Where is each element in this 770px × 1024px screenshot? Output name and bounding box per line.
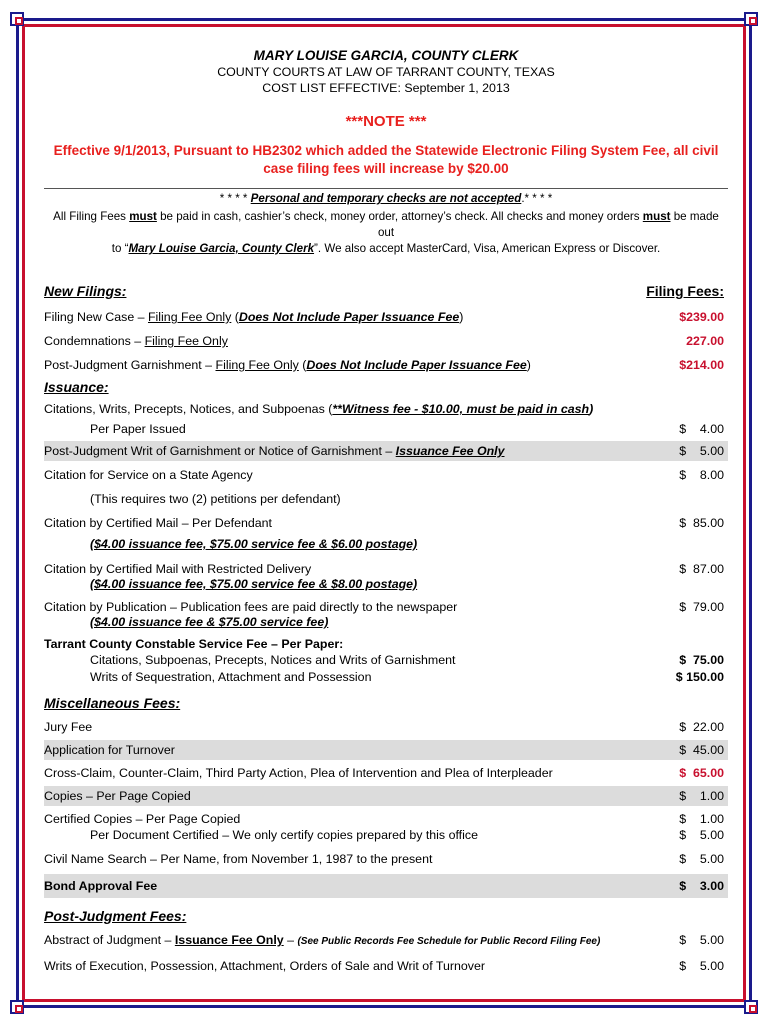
payment-text: to “ <box>111 242 129 255</box>
fee-description: Cross-Claim, Counter-Claim, Third Party Action, Plea of Intervention and Plea of Interpleader <box>44 766 553 780</box>
fee-row-per-document <box>44 827 724 843</box>
fee-description: Copies – Per Page Copied <box>44 789 191 803</box>
fee-row-certified-mail <box>44 515 724 531</box>
fee-amount: $ 5.00 <box>679 852 724 866</box>
constable-heading: Tarrant County Constable Service Fee – Per Paper: <box>44 637 344 651</box>
fee-description: Per Paper Issued <box>90 422 186 436</box>
checks-suffix: .* * * * <box>521 192 553 205</box>
text: – <box>283 933 298 947</box>
text: Post-Judgment Writ of Garnishment or Notice of Garnishment – <box>44 444 396 458</box>
fee-block-publication <box>44 597 728 631</box>
filing-fees-heading: Filing Fees: <box>646 283 724 299</box>
fee-amount: $ 79.00 <box>679 600 724 614</box>
public-records-note: (See Public Records Fee Schedule for Public Record Filing Fee) <box>297 936 601 947</box>
fee-row-restricted-delivery <box>44 561 724 577</box>
text: ) <box>589 402 594 416</box>
fee-breakdown: ($4.00 issuance fee, $75.00 service fee & $8.00 postage) <box>90 577 418 591</box>
fee-amount: $ 5.00 <box>679 933 724 947</box>
fee-description: Writs of Execution, Possession, Attachment, Orders of Sale and Writ of Turnover <box>44 959 485 973</box>
fee-amount: $ 87.00 <box>679 562 724 576</box>
fee-row-jury <box>44 717 728 737</box>
fee-amount: $ 8.00 <box>679 468 724 482</box>
fee-row-condemnations <box>44 331 728 351</box>
payment-text: be made out <box>377 210 719 239</box>
fee-description: Certified Copies – Per Page Copied <box>44 812 241 826</box>
text: Filing Fee Only <box>144 334 228 348</box>
checks-text: Personal and temporary checks are not accepted <box>250 192 522 205</box>
text: Post-Judgment Garnishment – <box>44 358 216 372</box>
fee-amount: $ 1.00 <box>679 812 724 826</box>
fee-description: Application for Turnover <box>44 743 175 757</box>
fee-description: Writs of Sequestration, Attachment and Possession <box>90 670 372 684</box>
fee-row-post-judgment-garnishment <box>44 355 728 375</box>
fee-row-publication <box>44 599 724 615</box>
fee-amount: $ 3.00 <box>679 879 724 893</box>
corner-ornament <box>744 1000 758 1014</box>
fee-amount: $ 4.00 <box>679 422 724 436</box>
text: ) <box>526 358 531 372</box>
fee-amount: $ 150.00 <box>675 670 724 684</box>
fee-note: (This requires two (2) petitions per defendant) <box>90 492 341 506</box>
fee-row-constable-citations <box>44 651 728 668</box>
fee-amount: $ 65.00 <box>679 766 724 780</box>
fee-row-state-agency <box>44 465 728 485</box>
fee-description: Citation by Certified Mail with Restricted Delivery <box>44 562 312 576</box>
witness-fee-note: **Witness fee - $10.00, must be paid in cash <box>332 402 590 416</box>
corner-ornament <box>10 12 24 26</box>
divider <box>44 188 728 189</box>
text: Filing New Case – <box>44 310 148 324</box>
text: Filing Fee Only <box>215 358 299 372</box>
fee-amount: $214.00 <box>679 358 724 372</box>
text: Does Not Include Paper Issuance Fee <box>306 358 527 372</box>
fee-increase-notice: Effective 9/1/2013, Pursuant to HB2302 which added the Statewide Electronic Filing System Fee, all civil case filing fees will increase by $20.00 <box>53 143 719 176</box>
fee-row-execution <box>44 956 728 976</box>
fee-row-constable-writs <box>44 668 728 687</box>
fee-row-writ-garnishment <box>44 441 728 461</box>
fee-description: Citation by Publication – Publication fees are paid directly to the newspaper <box>44 600 458 614</box>
fee-row-abstract <box>44 930 728 952</box>
fee-description: Citations, Subpoenas, Precepts, Notices and Writs of Garnishment <box>90 653 456 667</box>
fee-row-two-petitions <box>44 489 728 509</box>
fee-amount: $ 5.00 <box>679 959 724 973</box>
fee-row-certified-copies <box>44 811 724 827</box>
corner-ornament <box>10 1000 24 1014</box>
text: Filing Fee Only <box>147 310 232 324</box>
fee-block-certified-copies <box>44 809 728 845</box>
fee-amount: $ 75.00 <box>679 653 724 667</box>
fee-description: Per Document Certified – We only certify copies prepared by this office <box>90 828 478 842</box>
fee-row-turnover <box>44 740 728 760</box>
payment-text: be paid in cash, cashier’s check, money order, attorney’s check. All checks and money orders <box>156 210 643 223</box>
fee-amount: $ 1.00 <box>679 789 724 803</box>
fee-description: Bond Approval Fee <box>44 879 158 893</box>
text: Citations, Writs, Precepts, Notices, and Subpoenas ( <box>44 402 333 416</box>
fee-amount: $ 85.00 <box>679 516 724 530</box>
new-filings-header <box>44 279 728 303</box>
payment-policy <box>44 209 728 257</box>
payment-must: must <box>642 210 671 223</box>
document-content <box>44 48 728 976</box>
checks-policy <box>44 191 728 207</box>
fee-description <box>44 333 228 349</box>
fee-row-per-paper <box>44 419 728 439</box>
fee-amount: 227.00 <box>686 334 724 348</box>
fee-amount: $ 5.00 <box>679 444 724 458</box>
fee-description: Citation by Certified Mail – Per Defendant <box>44 516 272 530</box>
fee-row-name-search <box>44 849 728 869</box>
fee-description <box>44 932 600 950</box>
section-heading-misc: Miscellaneous Fees: <box>44 695 181 711</box>
fee-description <box>44 357 531 373</box>
text: Issuance Fee Only <box>395 444 505 458</box>
payee-name: Mary Louise Garcia, County Clerk <box>128 242 315 255</box>
fee-row-citations <box>44 399 728 419</box>
effective-date: COST LIST EFFECTIVE: September 1, 2013 <box>262 81 510 95</box>
section-heading-issuance: Issuance: <box>44 379 109 395</box>
fee-row-bond-approval <box>44 874 728 898</box>
section-heading-new-filings: New Filings: <box>44 283 127 299</box>
fee-description <box>44 309 463 325</box>
fee-block-restricted-delivery <box>44 559 728 593</box>
page-title: MARY LOUISE GARCIA, COUNTY CLERK <box>253 48 519 63</box>
section-heading-post-judgment: Post-Judgment Fees: <box>44 908 187 924</box>
fee-amount: $239.00 <box>679 310 724 324</box>
text: ) <box>459 310 464 324</box>
text: Abstract of Judgment – <box>44 933 175 947</box>
fee-breakdown: ($4.00 issuance fee, $75.00 service fee & $6.00 postage) <box>90 537 418 551</box>
note-heading: ***NOTE *** <box>345 113 427 130</box>
text: Issuance Fee Only <box>174 933 284 947</box>
text: ( <box>231 310 239 324</box>
corner-ornament <box>744 12 758 26</box>
fee-description <box>44 401 593 417</box>
fee-block-certified-mail <box>44 513 728 555</box>
fee-amount: $ 22.00 <box>679 720 724 734</box>
fee-row-filing-new-case <box>44 307 728 327</box>
payment-text: ”. We also accept MasterCard, Visa, American Express or Discover. <box>314 242 661 255</box>
payment-must: must <box>129 210 157 223</box>
fee-row-copies <box>44 786 728 806</box>
page-subtitle: COUNTY COURTS AT LAW OF TARRANT COUNTY, TEXAS <box>217 65 555 79</box>
fee-row-crossclaim <box>44 763 728 783</box>
text: ( <box>298 358 307 372</box>
fee-description <box>44 443 504 459</box>
fee-block-constable <box>44 637 728 687</box>
payment-text: All Filing Fees <box>53 210 130 223</box>
fee-breakdown: ($4.00 issuance fee & $75.00 service fee) <box>90 615 329 629</box>
text: Does Not Include Paper Issuance Fee <box>238 310 460 324</box>
fee-description: Civil Name Search – Per Name, from November 1, 1987 to the present <box>44 852 433 866</box>
fee-amount: $ 5.00 <box>679 828 724 842</box>
fee-description: Jury Fee <box>44 720 93 734</box>
checks-prefix: * * * * <box>219 192 251 205</box>
fee-description: Citation for Service on a State Agency <box>44 468 253 482</box>
text: Condemnations – <box>44 334 145 348</box>
fee-amount: $ 45.00 <box>679 743 724 757</box>
